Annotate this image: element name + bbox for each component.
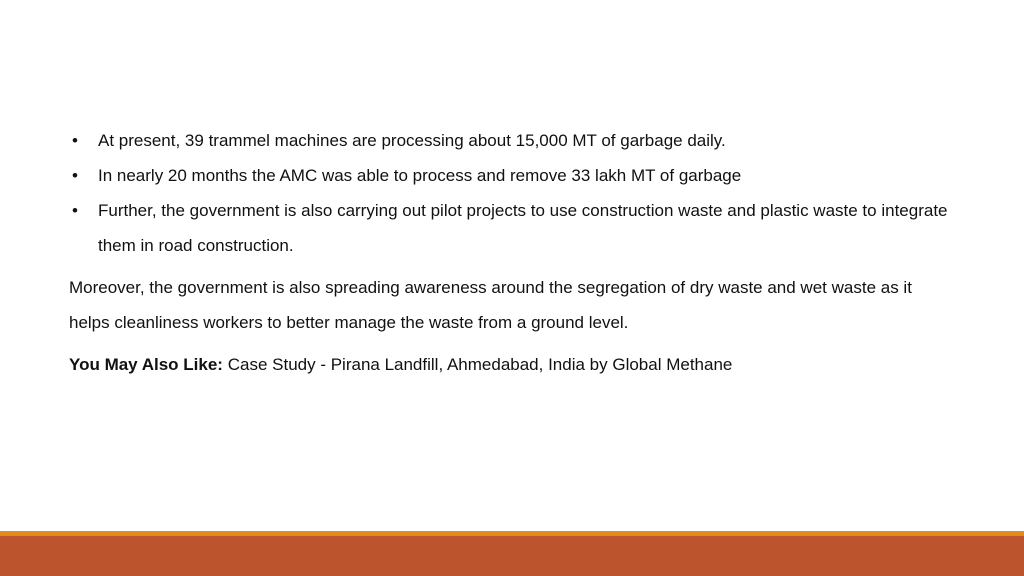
bullet-icon (69, 193, 81, 228)
bullet-text: In nearly 20 months the AMC was able to process and remove 33 lakh MT of garbage (98, 166, 742, 185)
footer-band (0, 536, 1024, 576)
bullet-text: At present, 39 trammel machines are processing about 15,000 MT of garbage daily. (98, 131, 726, 150)
bullet-item (69, 158, 949, 193)
also-like-link[interactable]: Case Study - Pirana Landfill, Ahmedabad, India by Global Methane (227, 355, 733, 374)
body-paragraph: Moreover, the government is also spreading awareness around the segregation of dry waste and wet waste as it helps cleanliness workers to better manage the waste from a ground level. (69, 278, 912, 332)
bullet-icon (69, 123, 81, 158)
also-like-label: You May Also Like: (69, 355, 223, 374)
bullet-text: Further, the government is also carrying out pilot projects to use construction waste and plastic waste to integrate them in road construction. (98, 201, 948, 255)
bullet-item (69, 123, 949, 158)
bullet-list (69, 123, 949, 263)
slide-content (69, 123, 949, 382)
bullet-item (69, 193, 949, 263)
bullet-icon (69, 158, 81, 193)
also-like-line (69, 347, 949, 382)
